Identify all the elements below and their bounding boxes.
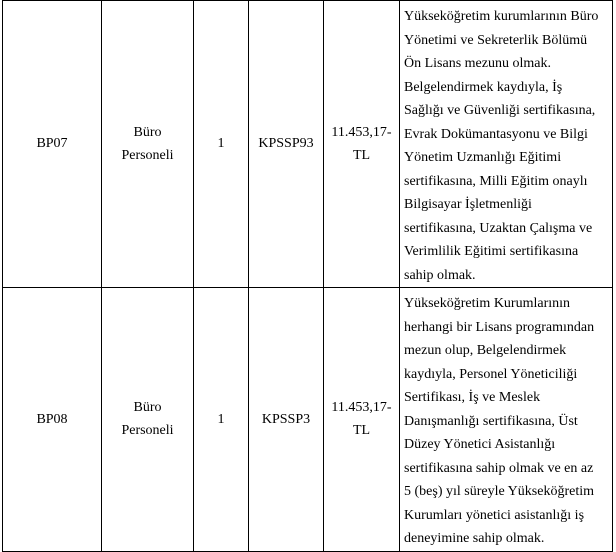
requirements-line: Ön Lisans mezunu olmak. (404, 56, 551, 71)
requirements-line: Yönetimi ve Sekreterlik Bölümü (404, 32, 588, 48)
score-type-cell (249, 288, 324, 552)
requirements-line: Evrak Dokümantasyonu ve Bilgi (404, 126, 588, 142)
position-code-cell (3, 288, 102, 552)
requirements-line: Bilgisayar İşletmenliği (404, 197, 532, 212)
requirements-line: Belgelendirmek kaydıyla, İş (404, 79, 563, 95)
requirements-line: Yönetim Uzmanlığı Eğitimi (404, 150, 562, 165)
requirements-line: mezun olup, Belgelendirmek (404, 343, 567, 358)
position-title-cell (102, 288, 194, 552)
requirements-line: Yükseköğretim Kurumlarının (404, 296, 571, 311)
requirements-line: Yükseköğretim kurumlarının Büro (404, 9, 599, 24)
requirements-line: 5 (beş) yıl süreyle Yükseköğretim (404, 484, 594, 499)
requirements-line: kaydıyla, Personel Yöneticiliği (404, 366, 578, 382)
table-row (3, 288, 613, 552)
position-title-cell (102, 1, 194, 288)
requirements-line: sertifikasına sahip olmak ve en az (404, 460, 594, 476)
position-title-line1: Büro (133, 399, 162, 415)
requirements-cell (400, 288, 613, 552)
position-count-cell (194, 1, 249, 288)
requirements-line: Danışmanlığı sertifikasına, Üst (404, 413, 578, 429)
requirements-line: sertifikasına, Uzaktan Çalışma ve (404, 220, 593, 236)
position-count: 1 (217, 136, 225, 152)
requirements-line: herhangi bir Lisans programından (404, 319, 595, 335)
requirements-line: Sertifikası, İş ve Meslek (404, 390, 541, 405)
position-code: BP07 (36, 136, 68, 152)
requirements-line: deneyimine sahip olmak. (404, 531, 545, 546)
salary-cell (324, 1, 400, 288)
requirements-line: Düzey Yönetici Asistanlığı (404, 437, 556, 452)
position-count: 1 (217, 411, 225, 427)
position-title-line2: Personeli (121, 148, 174, 163)
position-code-cell (3, 1, 102, 288)
requirements-line: sahip olmak. (404, 267, 476, 283)
position-count-cell (194, 288, 249, 552)
requirements-line: Verimlilik Eğitimi sertifikasına (404, 244, 579, 259)
table-row (3, 1, 613, 288)
position-title-line2: Personeli (121, 423, 174, 439)
salary-line2: TL (352, 423, 371, 439)
salary-line1: 11.453,17- (331, 399, 392, 415)
requirements-line: Sağlığı ve Güvenliği sertifikasına, (404, 103, 596, 118)
position-title-line1: Büro (133, 124, 162, 140)
salary-line1: 11.453,17- (331, 124, 392, 140)
positions-table (2, 0, 613, 552)
score-type-cell (249, 1, 324, 288)
requirements-line: Kurumları yönetici asistanlığı iş (404, 507, 585, 523)
salary-cell (324, 288, 400, 552)
requirements-cell (400, 1, 613, 288)
requirements-line: sertifikasına, Milli Eğitim onaylı (404, 173, 588, 189)
salary-line2: TL (352, 148, 371, 163)
score-type: KPSSP3 (261, 411, 311, 427)
score-type: KPSSP93 (258, 136, 314, 152)
position-code: BP08 (36, 411, 68, 427)
